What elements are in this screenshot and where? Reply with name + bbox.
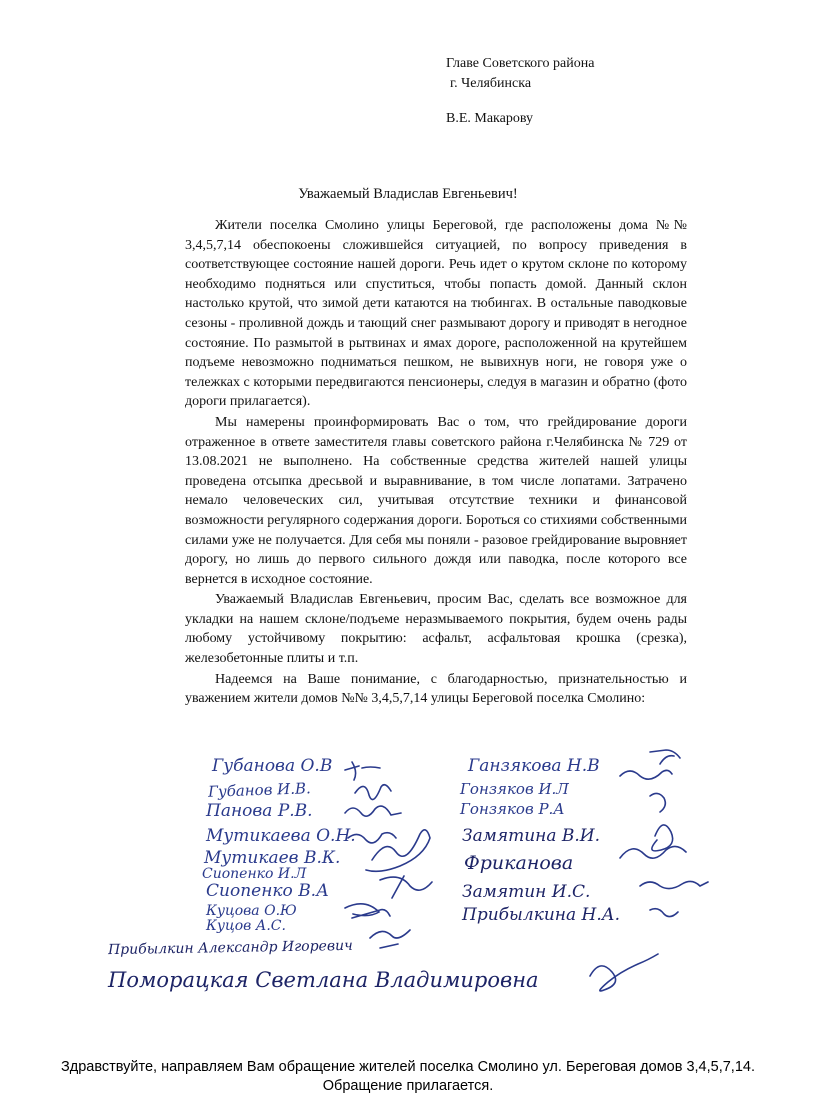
signature: Гонзяков Р.А bbox=[460, 800, 565, 818]
signature: Мутикаев В.К. bbox=[204, 848, 341, 868]
letter-body bbox=[185, 216, 687, 709]
salutation: Уважаемый Владислав Евгеньевич! bbox=[298, 186, 518, 202]
signature: Сиопенко И.Л bbox=[202, 866, 307, 882]
paragraph: Надеемся на Ваше понимание, с благодарностью, признательностью и уважением жители домов №№ 3,4,5,7,14 улицы Береговой поселка Смолино: bbox=[185, 671, 687, 707]
caption-line: Обращение прилагается. bbox=[322, 1078, 494, 1094]
paragraph: Жители поселка Смолино улицы Береговой, где расположены дома №№ 3,4,5,7,14 обеспокоены сложившейся ситуацией, по вопросу приведения в соответствующее состояние нашей дороги. Речь идет о крутом склоне по которому необходимо подняться или спуститься, чтобы попасть домой. Данный склон настолько крутой, что зимой дети катаются на тюбингах. В остальные паводковые сезоны - проливной дождь и тающий снег размывают дорогу и приводят в негодное состояние. По размытой в рытвинах и ямах дороге, расположенной на крутейшем подъеме невозможно подниматься пешком, не вывихнув ноги, не говоря уже о тележках с которыми передвигаются пенсионеры, следуя в магазин и обратно (фото дороги прилагается). bbox=[185, 218, 687, 410]
signature: Мутикаева О.Н. bbox=[206, 826, 356, 846]
signature-scribbles bbox=[0, 740, 816, 1020]
signature: Куцов А.С. bbox=[206, 918, 286, 934]
signature: Губанова О.В bbox=[212, 756, 333, 776]
signature: Ганзякова Н.В bbox=[468, 756, 600, 776]
signature: Гонзяков И.Л bbox=[460, 780, 569, 798]
signature: Губанов И.В. bbox=[207, 779, 312, 801]
signature: Поморацкая Светлана Владимировна bbox=[108, 968, 539, 992]
caption-line: Здравствуйте, направляем Вам обращение жителей поселка Смолино ул. Береговая домов 3,4,5,7,14. bbox=[61, 1059, 755, 1075]
addressee-line1: Главе Советского района bbox=[446, 56, 595, 71]
signature: Куцова О.Ю bbox=[206, 903, 297, 919]
signature: Прибылкина Н.А. bbox=[462, 905, 621, 925]
addressee-line2: г. Челябинска bbox=[450, 76, 532, 91]
message-caption bbox=[0, 1058, 816, 1096]
signature: Сиопенко В.А bbox=[206, 881, 329, 901]
signature: Замятин И.С. bbox=[462, 882, 591, 902]
signature: Прибылкин Александр Игоревич bbox=[107, 937, 353, 959]
signature: Фриканова bbox=[464, 852, 574, 874]
signature: Панова Р.В. bbox=[206, 801, 313, 821]
paragraph: Мы намерены проинформировать Вас о том, что грейдирование дороги отраженное в ответе заместителя главы советского района г.Челябинска № 729 от 13.08.2021 не выполнено. На собственные средства жителей нашей улицы проведена отсыпка дресьвой и выравнивание, в том числе лопатами. Затрачено немало человеческих сил, учитывая отсутствие техники и финансовой возможности регулярного содержания дороги. Бороться со стихиями собственными силами уже не получается. Для себя мы поняли - разовое грейдирование выровняет дорогу, но лишь до первого сильного дождя или паводка, после которого все вернется в исходное состояние. bbox=[185, 414, 687, 587]
signature: Замятина В.И. bbox=[462, 826, 601, 846]
paragraph: Уважаемый Владислав Евгеньевич, просим Вас, сделать все возможное для укладки на нашем склоне/подъеме неразмываемого покрытия, будем очень рады любому устойчивому покрытию: асфальт, асфальтовая крошка (срезка), железобетонные плиты и т.п. bbox=[185, 592, 687, 667]
addressee-name: В.Е. Макарову bbox=[446, 111, 533, 126]
